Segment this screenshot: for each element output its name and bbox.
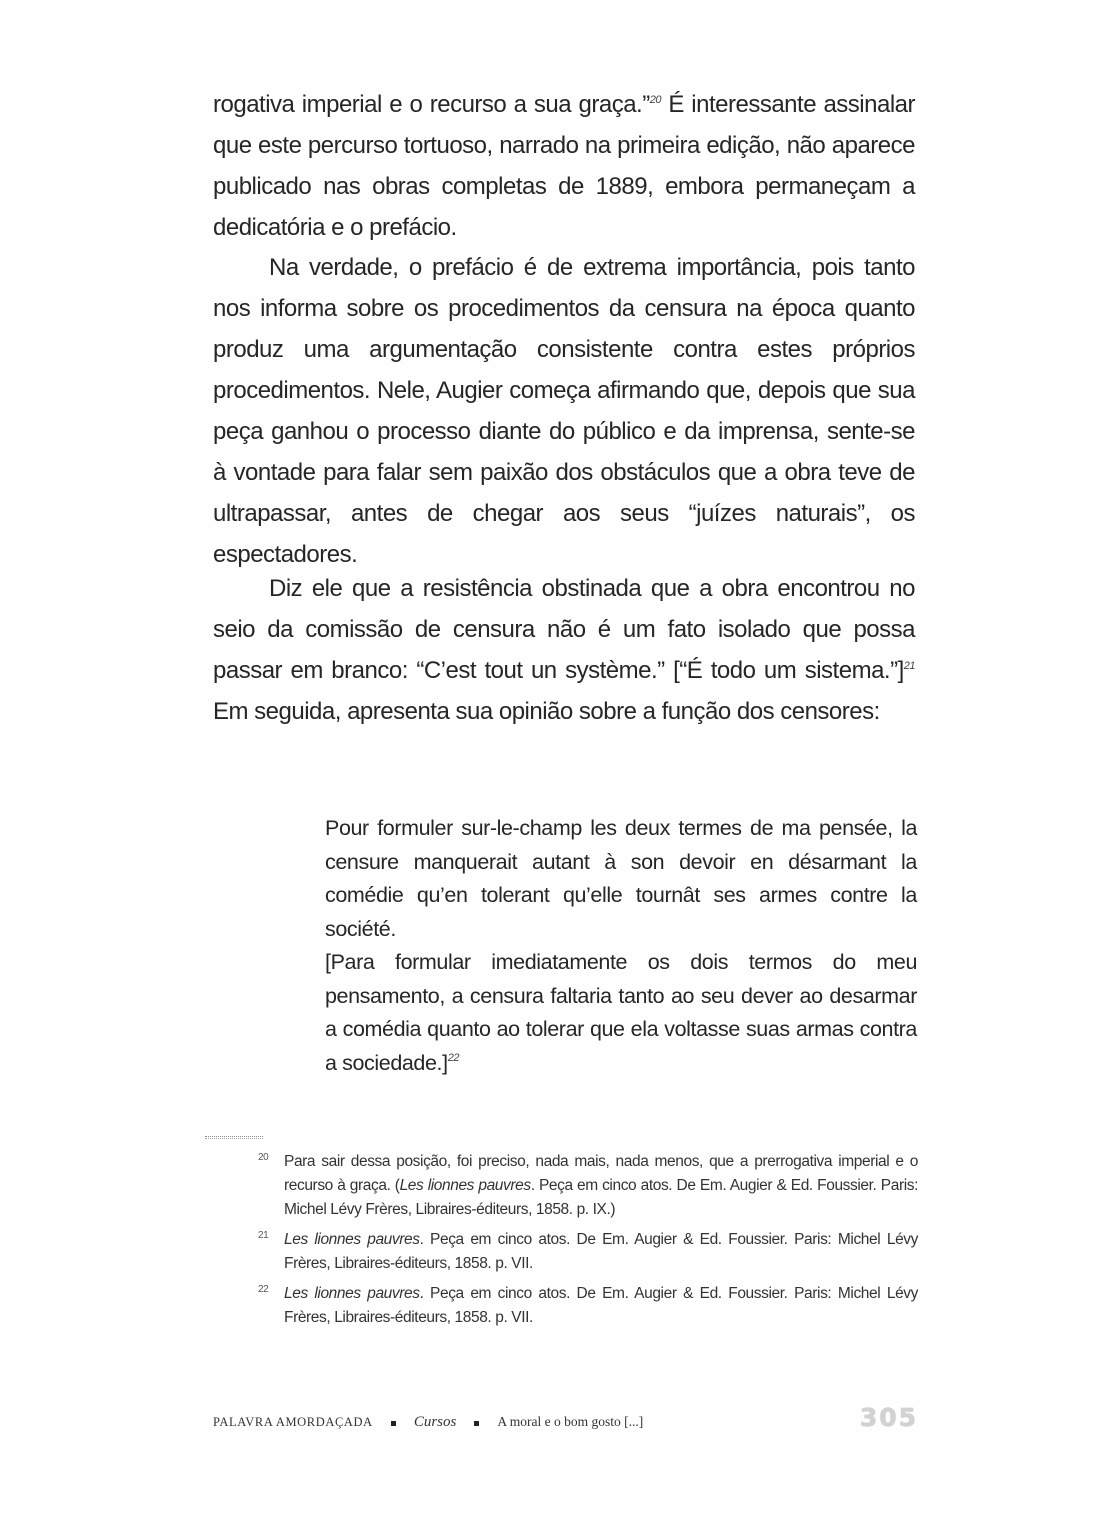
- paragraph-text: rogativa imperial e o recurso a sua graça.”: [213, 91, 650, 118]
- paragraph-text: É interessante assinalar que este percurso tortuoso, narrado na primeira edição, não aparece publicado nas obras completas de 1889, embora permaneçam a dedicatória e o prefácio.: [213, 91, 915, 241]
- paragraph-2: [213, 247, 915, 575]
- chapter-title: A moral e o bom gosto [...]: [497, 1414, 644, 1429]
- footnote-text: . Peça em cinco atos. De Em. Augier & Ed. Foussier. Paris: Michel Lévy Frères, Libraires-éditeurs, 1858. p. VII.: [284, 1231, 918, 1272]
- footnote-20: [258, 1146, 918, 1222]
- footnote-text: Para sair dessa posição, foi preciso, nada mais, nada menos, que a prerrogativa imperial e o recurso à graça. (: [284, 1153, 918, 1194]
- footnote-title: Les lionnes pauvres: [399, 1177, 531, 1194]
- quote-translation: [Para formular imediatamente os dois termos do meu pensamento, a censura faltaria tanto ao seu dever ao desarmar a comédia quanto ao tolerar que ela voltasse suas armas contra a sociedade.]: [325, 950, 917, 1075]
- block-quote: [325, 812, 917, 1080]
- footnote-title: Les lionnes pauvres: [284, 1285, 420, 1302]
- footnote-21: [258, 1224, 918, 1276]
- paragraph-text: Diz ele que a resistência obstinada que a obra encontrou no seio da comissão de censura não é um fato isolado que possa passar em branco: “C’est tout un système.” [“É todo um sistema.”]: [213, 575, 915, 684]
- footnote-ref-21[interactable]: 21: [903, 660, 915, 672]
- quote-original: Pour formuler sur-le-champ les deux termes de ma pensée, la censure manquerait autant à son devoir en désarmant la comédie qu’en tolerant qu’elle tournât ses armes contre la société.: [325, 816, 917, 941]
- footnote-number: 21: [258, 1230, 269, 1241]
- footnote-separator: [205, 1136, 263, 1137]
- paragraph-text: Na verdade, o prefácio é de extrema importância, pois tanto nos informa sobre os procedimentos da censura na época quanto produz uma argumentação consistente contra estes próprios procedimentos. Nele, Augier começa afirmando que, depois que sua peça ganhou o processo diante do público e da imprensa, sente-se à vontade para falar sem paixão dos obstáculos que a obra teve de ultrapassar, antes de chegar aos seus “juízes naturais”, os espectadores.: [213, 254, 915, 568]
- bullet-separator-icon: [474, 1421, 479, 1426]
- paragraph-1: [213, 84, 915, 248]
- page-number: 305: [859, 1403, 918, 1432]
- footnote-number: 20: [258, 1152, 269, 1163]
- footnote-number: 22: [258, 1284, 269, 1295]
- footnote-text: . Peça em cinco atos. De Em. Augier & Ed. Foussier. Paris: Michel Lévy Frères, Libraires-éditeurs, 1858. p. VII.: [284, 1285, 918, 1326]
- section-name: Cursos: [413, 1414, 457, 1430]
- footnote-22: [258, 1278, 918, 1330]
- footnote-separator-shadow: [205, 1138, 263, 1139]
- footnote-ref-22[interactable]: 22: [447, 1051, 460, 1064]
- footnotes: [258, 1146, 918, 1332]
- running-footer: [213, 1403, 918, 1433]
- paragraph-3: [213, 568, 915, 732]
- paragraph-text: Em seguida, apresenta sua opinião sobre a função dos censores:: [213, 698, 880, 725]
- footnote-text: . Peça em cinco atos. De Em. Augier & Ed. Foussier. Paris: Michel Lévy Frères, Libraires-éditeurs, 1858. p. IX.): [284, 1177, 919, 1218]
- footnote-ref-20[interactable]: 20: [649, 94, 661, 106]
- book-title: PALAVRA AMORDAÇADA: [213, 1415, 373, 1429]
- bullet-separator-icon: [391, 1421, 396, 1426]
- footnote-title: Les lionnes pauvres: [284, 1231, 420, 1248]
